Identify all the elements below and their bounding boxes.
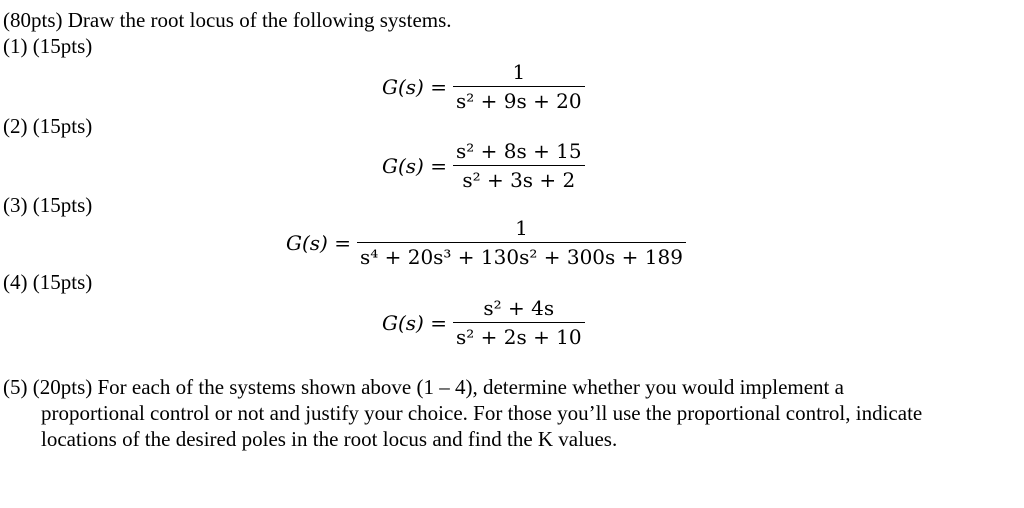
equation-4-lhs: G(s) = bbox=[382, 310, 447, 335]
fraction-bar bbox=[453, 165, 585, 166]
part-4-label: (4) (15pts) bbox=[3, 270, 93, 294]
equation-3-denominator: s⁴ + 20s³ + 130s² + 300s + 189 bbox=[359, 245, 683, 269]
equation-4 bbox=[382, 296, 585, 349]
equation-2-denominator: s² + 3s + 2 bbox=[462, 168, 576, 192]
part-3-label: (3) (15pts) bbox=[3, 193, 93, 217]
equation-1-lhs: G(s) = bbox=[382, 74, 447, 99]
equation-3-numerator: 1 bbox=[515, 216, 528, 240]
fraction-bar bbox=[453, 322, 585, 323]
problem-header: (80pts) Draw the root locus of the following systems. bbox=[3, 8, 452, 32]
equation-1-fraction bbox=[453, 60, 585, 113]
equation-3-fraction bbox=[357, 216, 686, 269]
part-2-label: (2) (15pts) bbox=[3, 114, 93, 138]
equation-2-numerator: s² + 8s + 15 bbox=[455, 139, 582, 163]
question-5 bbox=[3, 374, 1003, 452]
equation-1-denominator: s² + 9s + 20 bbox=[455, 89, 582, 113]
equation-2-lhs: G(s) = bbox=[382, 153, 447, 178]
part-1-label: (1) (15pts) bbox=[3, 34, 93, 58]
equation-1-numerator: 1 bbox=[512, 60, 526, 84]
equation-3 bbox=[286, 216, 686, 269]
question-5-line-2: proportional control or not and justify your choice. For those you’ll use the proportional control, indicate bbox=[41, 401, 923, 425]
equation-2-fraction bbox=[453, 139, 585, 192]
equation-4-denominator: s² + 2s + 10 bbox=[455, 325, 582, 349]
equation-4-numerator: s² + 4s bbox=[483, 296, 555, 320]
fraction-bar bbox=[453, 86, 585, 87]
question-5-line-1: (5) (20pts) For each of the systems shown above (1 – 4), determine whether you would implement a bbox=[3, 375, 844, 399]
equation-3-lhs: G(s) = bbox=[286, 230, 351, 255]
fraction-bar bbox=[357, 242, 686, 243]
equation-1 bbox=[382, 60, 585, 113]
equation-4-fraction bbox=[453, 296, 585, 349]
question-5-line-3: locations of the desired poles in the root locus and find the K values. bbox=[41, 427, 618, 451]
equation-2 bbox=[382, 139, 585, 192]
